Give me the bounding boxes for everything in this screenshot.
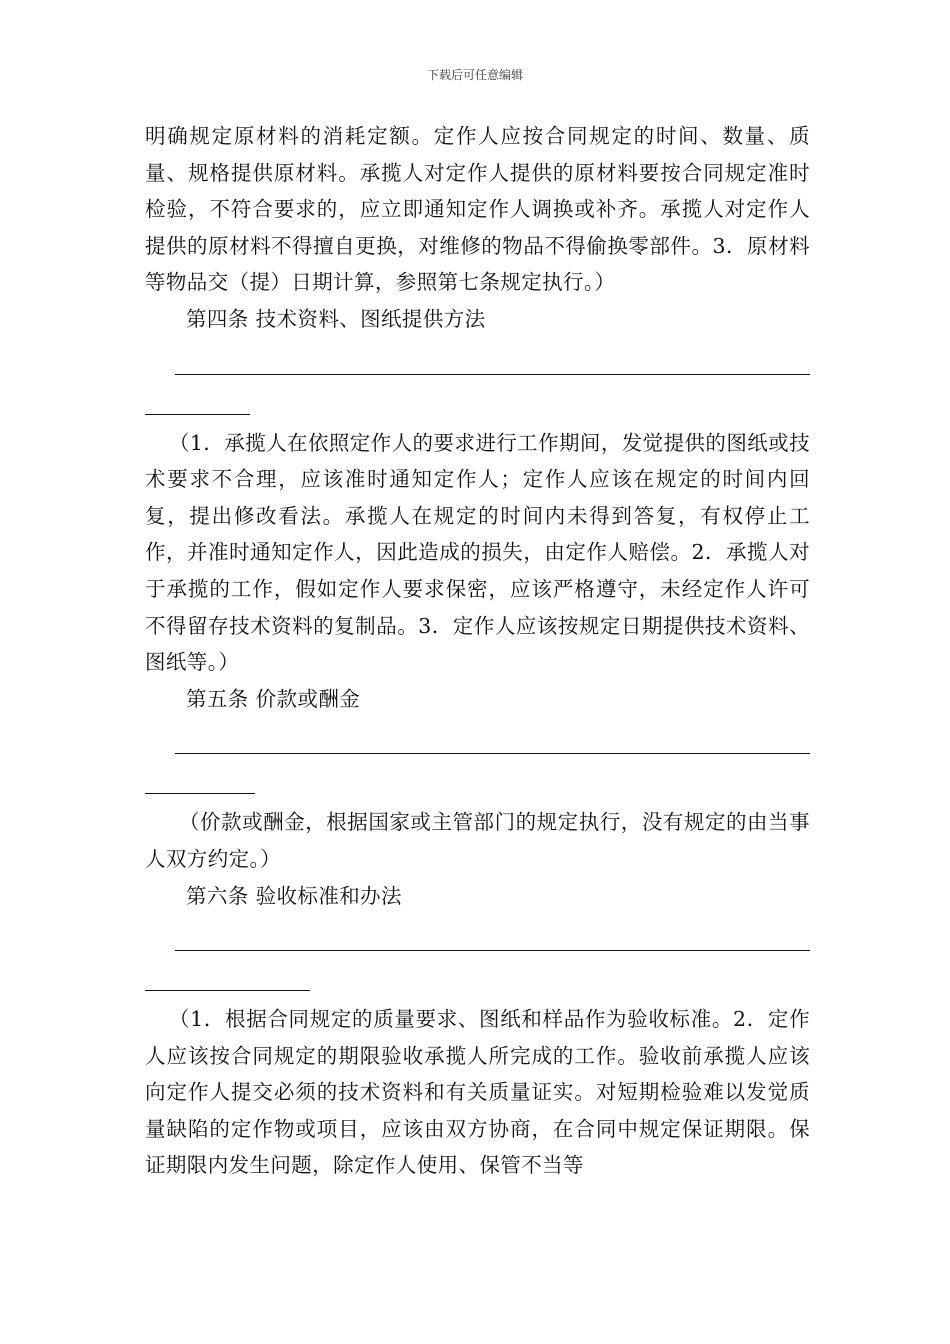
paragraph-article-5: （价款或酬金，根据国家或主管部门的规定执行，没有规定的由当事人双方约定。） [145, 810, 810, 871]
fill-line [175, 350, 810, 375]
fill-line [145, 375, 250, 415]
article-6-fill-blank[interactable] [145, 914, 810, 991]
fill-line [145, 754, 255, 794]
article-5-heading: 第五条 价款或酬金 [186, 686, 361, 711]
article-5-fill-blank[interactable] [145, 717, 810, 794]
paragraph-article-6: （1．根据合同规定的质量要求、图纸和样品作为验收标准。2．定作人应该按合同规定的期限验收承揽人所完成的工作。验收前承揽人应该向定作人提交必须的技术资料和有关质量证实。对短期检验难以发觉质量缺陷的定作物或项目，应该由双方协商，在合同中规定保证期限。保证期限内发生问题，除定作人使用、保管不当等 [145, 1007, 810, 1178]
article-6-heading: 第六条 验收标准和办法 [186, 883, 402, 908]
document-body [145, 118, 810, 1184]
fill-line [145, 951, 310, 991]
article-4-heading: 第四条 技术资料、图纸提供方法 [186, 306, 486, 331]
page-header: 下载后可任意编辑 [426, 68, 523, 82]
fill-line [175, 729, 810, 754]
paragraph-materials: 明确规定原材料的消耗定额。定作人应按合同规定的时间、数量、质量、规格提供原材料。承揽人对定作人提供的原材料要按合同规定准时检验，不符合要求的，应立即通知定作人调换或补齐。承揽人对定作人提供的原材料不得擅自更换，对维修的物品不得偷换零部件。3．原材料等物品交（提）日期计算，参照第七条规定执行。） [145, 124, 810, 295]
article-4-fill-blank[interactable] [145, 338, 810, 415]
paragraph-article-4: （1．承揽人在依照定作人的要求进行工作期间，发觉提供的图纸或技术要求不合理，应该准时通知定作人；定作人应该在规定的时间内回复，提出修改看法。承揽人在规定的时间内未得到答复，有权停止工作，并准时通知定作人，因此造成的损失，由定作人赔偿。2．承揽人对于承揽的工作，假如定作人要求保密，应该严格遵守，未经定作人许可不得留存技术资料的复制品。3．定作人应该按规定日期提供技术资料、图纸等。） [145, 430, 810, 675]
fill-line [175, 926, 810, 951]
